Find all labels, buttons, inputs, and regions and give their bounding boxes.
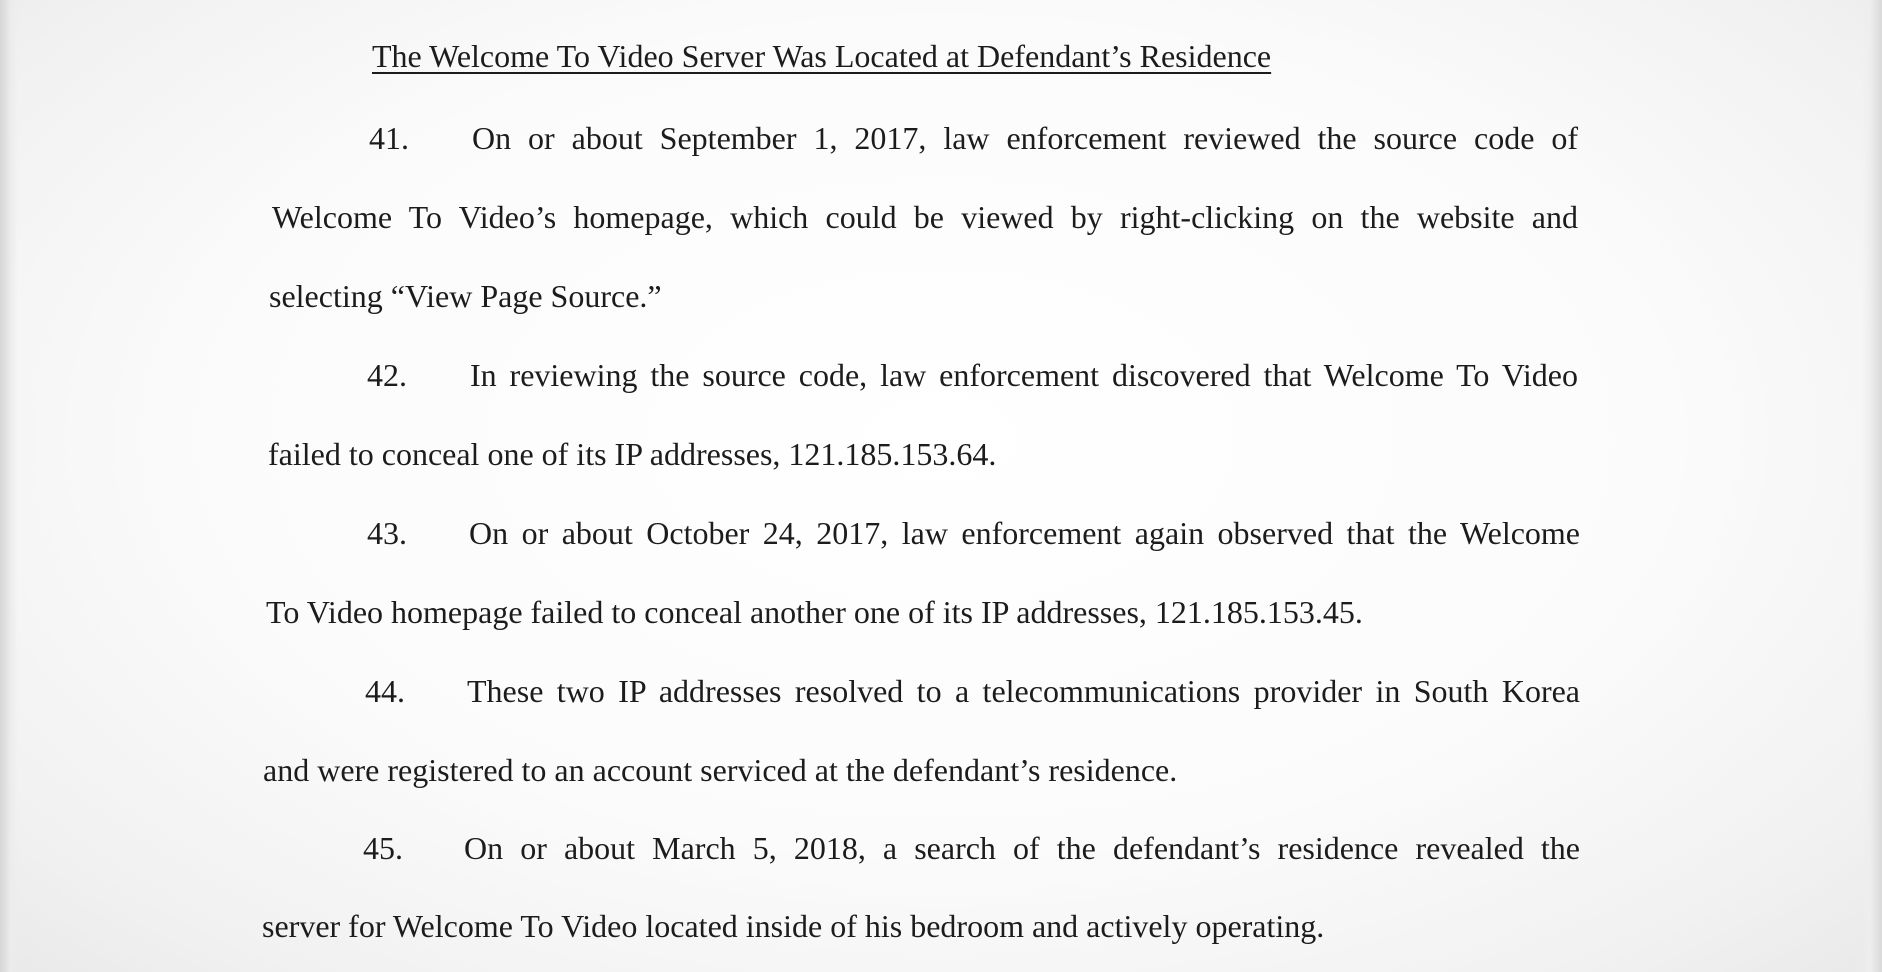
- paragraph-number: 42.: [367, 357, 407, 393]
- section-heading: The Welcome To Video Server Was Located at Defendant’s Residence: [372, 38, 1272, 74]
- paragraph-number: 43.: [367, 515, 407, 551]
- paragraph-line: server for Welcome To Video located inside of his bedroom and actively operating.: [262, 908, 1325, 944]
- paragraph-line: Welcome To Video’s homepage, which could be viewed by right-clicking on the website and: [272, 199, 1578, 235]
- paragraph-number: 45.: [363, 830, 403, 866]
- page-shadow-left: [0, 0, 18, 972]
- paragraph-line: These two IP addresses resolved to a telecommunications provider in South Korea: [467, 673, 1580, 709]
- paragraph-line: failed to conceal one of its IP addresses, 121.185.153.64.: [268, 436, 997, 472]
- paragraph-line: On or about March 5, 2018, a search of the defendant’s residence revealed the: [464, 830, 1580, 866]
- paragraph-line: and were registered to an account serviced at the defendant’s residence.: [263, 752, 1178, 788]
- paragraph-line: On or about September 1, 2017, law enforcement reviewed the source code of: [472, 120, 1578, 156]
- paragraph-number: 44.: [365, 673, 405, 709]
- paragraph-line: To Video homepage failed to conceal another one of its IP addresses, 121.185.153.45.: [266, 594, 1363, 630]
- page-shadow-right: [1862, 0, 1882, 972]
- paragraph-number: 41.: [369, 120, 409, 156]
- paragraph-line: selecting “View Page Source.”: [269, 278, 662, 314]
- paragraph-line: On or about October 24, 2017, law enforcement again observed that the Welcome: [469, 515, 1580, 551]
- paragraph-line: In reviewing the source code, law enforcement discovered that Welcome To Video: [470, 357, 1578, 393]
